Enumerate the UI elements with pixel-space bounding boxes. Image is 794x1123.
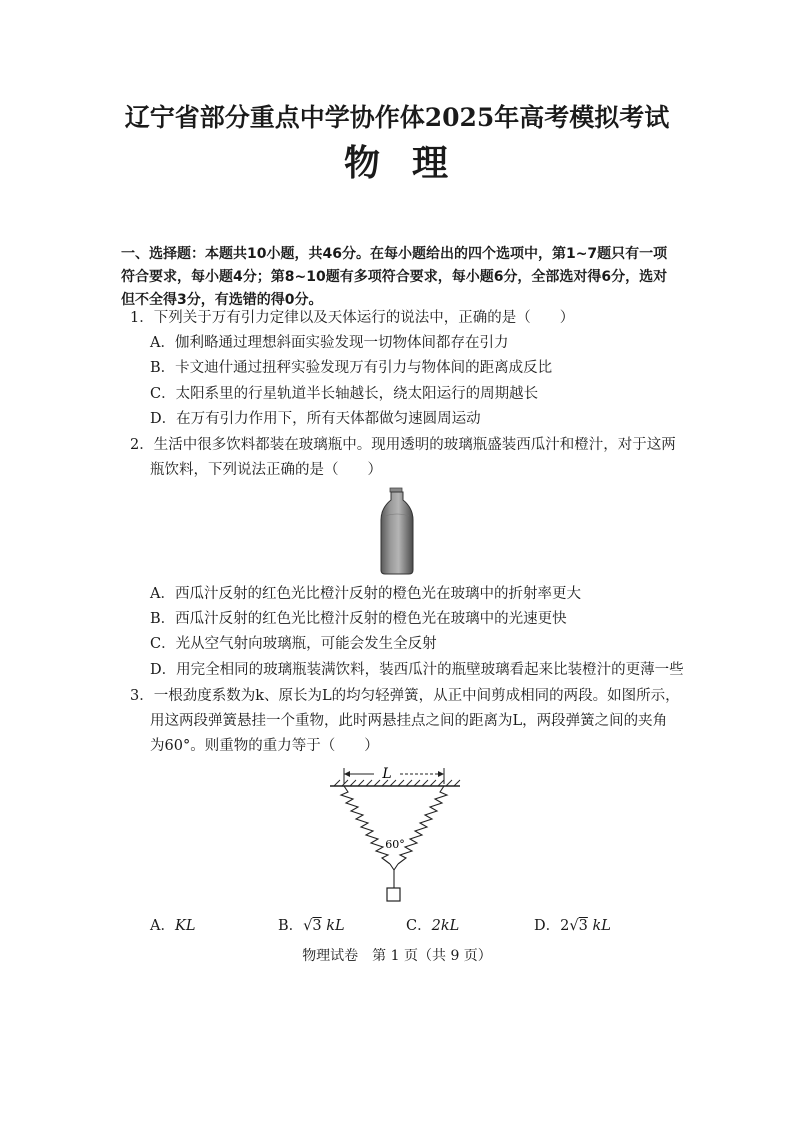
question-3-stem-line-1: 3．一根劲度系数为k、原长为L的均匀轻弹簧，从正中间剪成相同的两段。如图所示， [130,688,680,704]
question-3-option-b: B．√3 kL [278,918,345,934]
angle-label: 60° [385,838,405,851]
question-2-option-d: D．用完全相同的玻璃瓶装满饮料，装西瓜汁的瓶壁玻璃看起来比装橙汁的更薄一些 [150,662,684,678]
question-3-option-a: A．KL [150,918,196,934]
question-2-stem-line-1: 2．生活中很多饮料都装在玻璃瓶中。现用透明的玻璃瓶盛装西瓜汁和橙汁，对于这两 [130,437,676,453]
question-3-stem-line-3: 为60°。则重物的重力等于（ ） [150,738,379,754]
question-1-option-c: C．太阳系里的行星轨道半长轴越长，绕太阳运行的周期越长 [150,386,539,402]
subject-char-2: 理 [412,142,451,184]
question-1-stem: 1．下列关于万有引力定律以及天体运行的说法中，正确的是（ ） [130,310,575,326]
question-2-stem-line-2: 瓶饮料，下列说法正确的是（ ） [150,462,382,478]
bottle-figure [373,486,421,576]
question-2-option-a: A．西瓜汁反射的红色光比橙汁反射的橙色光在玻璃中的折射率更大 [150,586,581,602]
subject-title [0,135,794,186]
question-3-stem-line-2: 用这两段弹簧悬挂一个重物，此时两悬挂点之间的距离为L，两段弹簧之间的夹角 [150,713,668,729]
question-1-option-a: A．伽利略通过理想斜面实验发现一切物体间都存在引力 [150,335,509,351]
question-1-option-b: B．卡文迪什通过扭秤实验发现万有引力与物体间的距离成反比 [150,360,553,376]
section-instructions: 一、选择题：本题共10小题，共46分。在每小题给出的四个选项中，第1~7题只有一项符合要求，每小题4分；第8~10题有多项符合要求，每小题6分，全部选对得6分，选对但不全得3分，有选错的得0分。 [121,246,668,308]
question-2-option-c: C．光从空气射向玻璃瓶，可能会发生全反射 [150,636,437,652]
exam-title: 辽宁省部分重点中学协作体2025年高考模拟考试 [124,103,670,132]
spring-figure [326,762,466,902]
page-footer: 物理试卷 第 1 页（共 9 页） [302,948,492,964]
question-1-option-d: D．在万有引力作用下，所有天体都做匀速圆周运动 [150,411,481,427]
question-3-option-c: C．2kL [406,918,460,934]
subject-char-1: 物 [343,142,382,184]
length-label: L [382,766,392,782]
question-3-option-d: D．2√3 kL [534,918,611,934]
question-2-option-b: B．西瓜汁反射的红色光比橙汁反射的橙色光在玻璃中的光速更快 [150,611,567,627]
